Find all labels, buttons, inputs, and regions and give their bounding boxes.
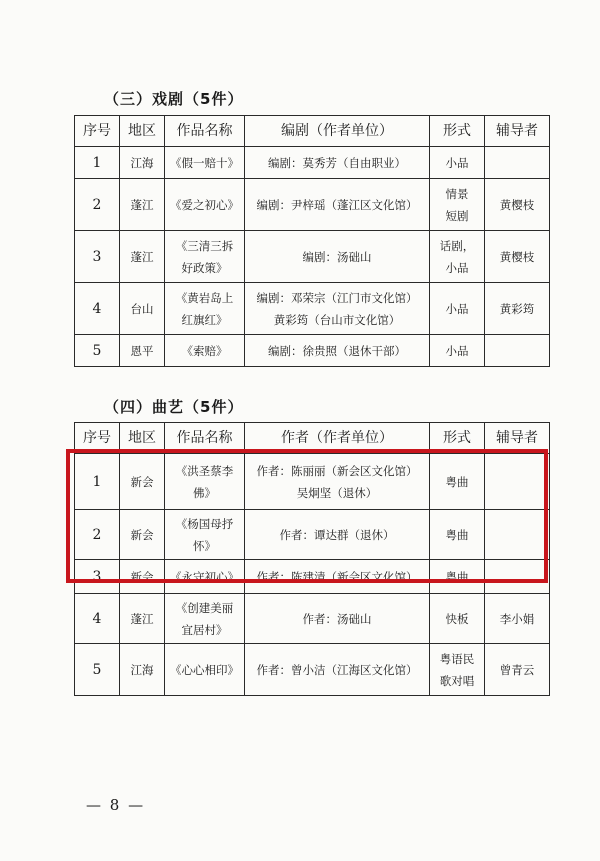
cell-work <box>165 560 245 594</box>
cell-work <box>165 179 245 231</box>
cell-line: 好政策》 <box>181 260 228 275</box>
cell-line: 小品 <box>445 260 469 275</box>
cell-region: 台山 <box>120 283 165 335</box>
cell-line: 作者：曾小洁（江海区文化馆） <box>256 662 418 677</box>
column-header: 编剧（作者单位） <box>245 116 430 147</box>
cell-line: 怀》 <box>193 538 216 553</box>
cell-work <box>165 335 245 367</box>
column-header: 地区 <box>120 116 165 147</box>
cell-line: 作者：陈建清（新会区文化馆） <box>256 569 418 584</box>
cell-author <box>245 335 430 367</box>
cell-region: 蓬江 <box>120 231 165 283</box>
table-row <box>75 510 550 560</box>
cell-line: 黄彩筠（台山市文化馆） <box>273 312 401 327</box>
cell-work <box>165 594 245 644</box>
cell-author <box>245 454 430 510</box>
cell-seq: 5 <box>75 335 120 367</box>
table-header-row <box>75 116 550 147</box>
cell-line: 话剧， <box>439 238 475 253</box>
drama-table <box>74 115 550 367</box>
cell-line: 短剧 <box>445 208 469 223</box>
cell-region: 江海 <box>120 644 165 696</box>
cell-line: 粤语民 <box>439 651 475 666</box>
table-row <box>75 283 550 335</box>
cell-line: 编剧：徐贵照（退休干部） <box>268 343 406 358</box>
table-row <box>75 454 550 510</box>
cell-form <box>430 560 485 594</box>
cell-form <box>430 644 485 696</box>
cell-line: 吴炯坚（退休） <box>296 485 378 500</box>
table-row <box>75 231 550 283</box>
cell-form <box>430 454 485 510</box>
cell-seq: 2 <box>75 510 120 560</box>
cell-region: 新会 <box>120 454 165 510</box>
cell-line: 《假一赔十》 <box>170 155 239 170</box>
cell-author <box>245 510 430 560</box>
table-row <box>75 594 550 644</box>
cell-work <box>165 510 245 560</box>
cell-line: 《黄岩岛上 <box>175 290 234 305</box>
cell-line: 《三清三拆 <box>175 238 234 253</box>
cell-form <box>430 283 485 335</box>
cell-author <box>245 231 430 283</box>
cell-seq: 1 <box>75 147 120 179</box>
cell-seq: 5 <box>75 644 120 696</box>
cell-form <box>430 335 485 367</box>
cell-mentor: 曾青云 <box>485 644 550 696</box>
cell-work <box>165 231 245 283</box>
cell-region: 蓬江 <box>120 179 165 231</box>
cell-author <box>245 560 430 594</box>
cell-mentor <box>485 510 550 560</box>
cell-mentor <box>485 335 550 367</box>
cell-author <box>245 179 430 231</box>
cell-line: 小品 <box>445 343 469 358</box>
cell-line: 《杨国母抒 <box>175 516 234 531</box>
cell-line: 粤曲 <box>445 527 469 542</box>
table-row <box>75 147 550 179</box>
cell-line: 作者：谭达群（退休） <box>279 527 395 542</box>
cell-seq: 3 <box>75 560 120 594</box>
cell-mentor <box>485 560 550 594</box>
cell-form <box>430 231 485 283</box>
cell-work <box>165 454 245 510</box>
column-header: 形式 <box>430 116 485 147</box>
cell-form <box>430 179 485 231</box>
cell-region: 新会 <box>120 560 165 594</box>
cell-seq: 3 <box>75 231 120 283</box>
cell-author <box>245 644 430 696</box>
cell-line: 《创建美丽 <box>175 600 234 615</box>
cell-line: 编剧：尹梓瑶（蓬江区文化馆） <box>256 197 418 212</box>
cell-seq: 4 <box>75 594 120 644</box>
table-row <box>75 179 550 231</box>
section-title-quyi: （四）曲艺（5件） <box>104 398 244 416</box>
column-header: 辅导者 <box>485 116 550 147</box>
cell-seq: 1 <box>75 454 120 510</box>
cell-line: 编剧：汤础山 <box>302 249 372 264</box>
cell-mentor: 黄彩筠 <box>485 283 550 335</box>
cell-line: 宜居村》 <box>181 622 228 637</box>
cell-author <box>245 147 430 179</box>
page-number: — 8 — <box>86 796 146 814</box>
cell-line: 《永守初心》 <box>170 569 239 584</box>
cell-line: 作者：陈丽丽（新会区文化馆） <box>256 463 418 478</box>
cell-line: 《心心相印》 <box>170 662 239 677</box>
cell-line: 粤曲 <box>445 569 469 584</box>
cell-line: 《洪圣蔡李 <box>175 463 234 478</box>
table-header-row <box>75 423 550 454</box>
column-header: 作者（作者单位） <box>245 423 430 454</box>
cell-region: 新会 <box>120 510 165 560</box>
cell-region: 恩平 <box>120 335 165 367</box>
cell-line: 情景 <box>445 186 469 201</box>
column-header: 形式 <box>430 423 485 454</box>
cell-line: 红旗红》 <box>181 312 228 327</box>
cell-author <box>245 594 430 644</box>
cell-line: 快板 <box>445 611 469 626</box>
cell-line: 佛》 <box>193 485 216 500</box>
cell-work <box>165 283 245 335</box>
column-header: 作品名称 <box>165 423 245 454</box>
cell-line: 小品 <box>445 155 469 170</box>
cell-line: 歌对唱 <box>439 673 475 688</box>
table-row <box>75 644 550 696</box>
column-header: 地区 <box>120 423 165 454</box>
cell-line: 编剧：莫秀芳（自由职业） <box>268 155 406 170</box>
column-header: 序号 <box>75 116 120 147</box>
cell-line: 《爱之初心》 <box>170 197 239 212</box>
cell-region: 蓬江 <box>120 594 165 644</box>
cell-mentor: 黄樱枝 <box>485 231 550 283</box>
cell-form <box>430 147 485 179</box>
cell-seq: 4 <box>75 283 120 335</box>
table-row <box>75 560 550 594</box>
cell-line: 编剧：邓荣宗（江门市文化馆） <box>256 290 418 305</box>
cell-seq: 2 <box>75 179 120 231</box>
column-header: 辅导者 <box>485 423 550 454</box>
cell-work <box>165 147 245 179</box>
cell-line: 小品 <box>445 301 469 316</box>
table-row <box>75 335 550 367</box>
cell-form <box>430 510 485 560</box>
cell-line: 《索赔》 <box>181 343 228 358</box>
cell-mentor <box>485 454 550 510</box>
quyi-table <box>74 422 550 696</box>
cell-mentor: 黄樱枝 <box>485 179 550 231</box>
column-header: 作品名称 <box>165 116 245 147</box>
cell-work <box>165 644 245 696</box>
cell-mentor: 李小娟 <box>485 594 550 644</box>
cell-form <box>430 594 485 644</box>
cell-region: 江海 <box>120 147 165 179</box>
cell-line: 作者：汤础山 <box>302 611 372 626</box>
cell-line: 粤曲 <box>445 474 469 489</box>
section-title-drama: （三）戏剧（5件） <box>104 90 244 108</box>
cell-mentor <box>485 147 550 179</box>
column-header: 序号 <box>75 423 120 454</box>
cell-author <box>245 283 430 335</box>
